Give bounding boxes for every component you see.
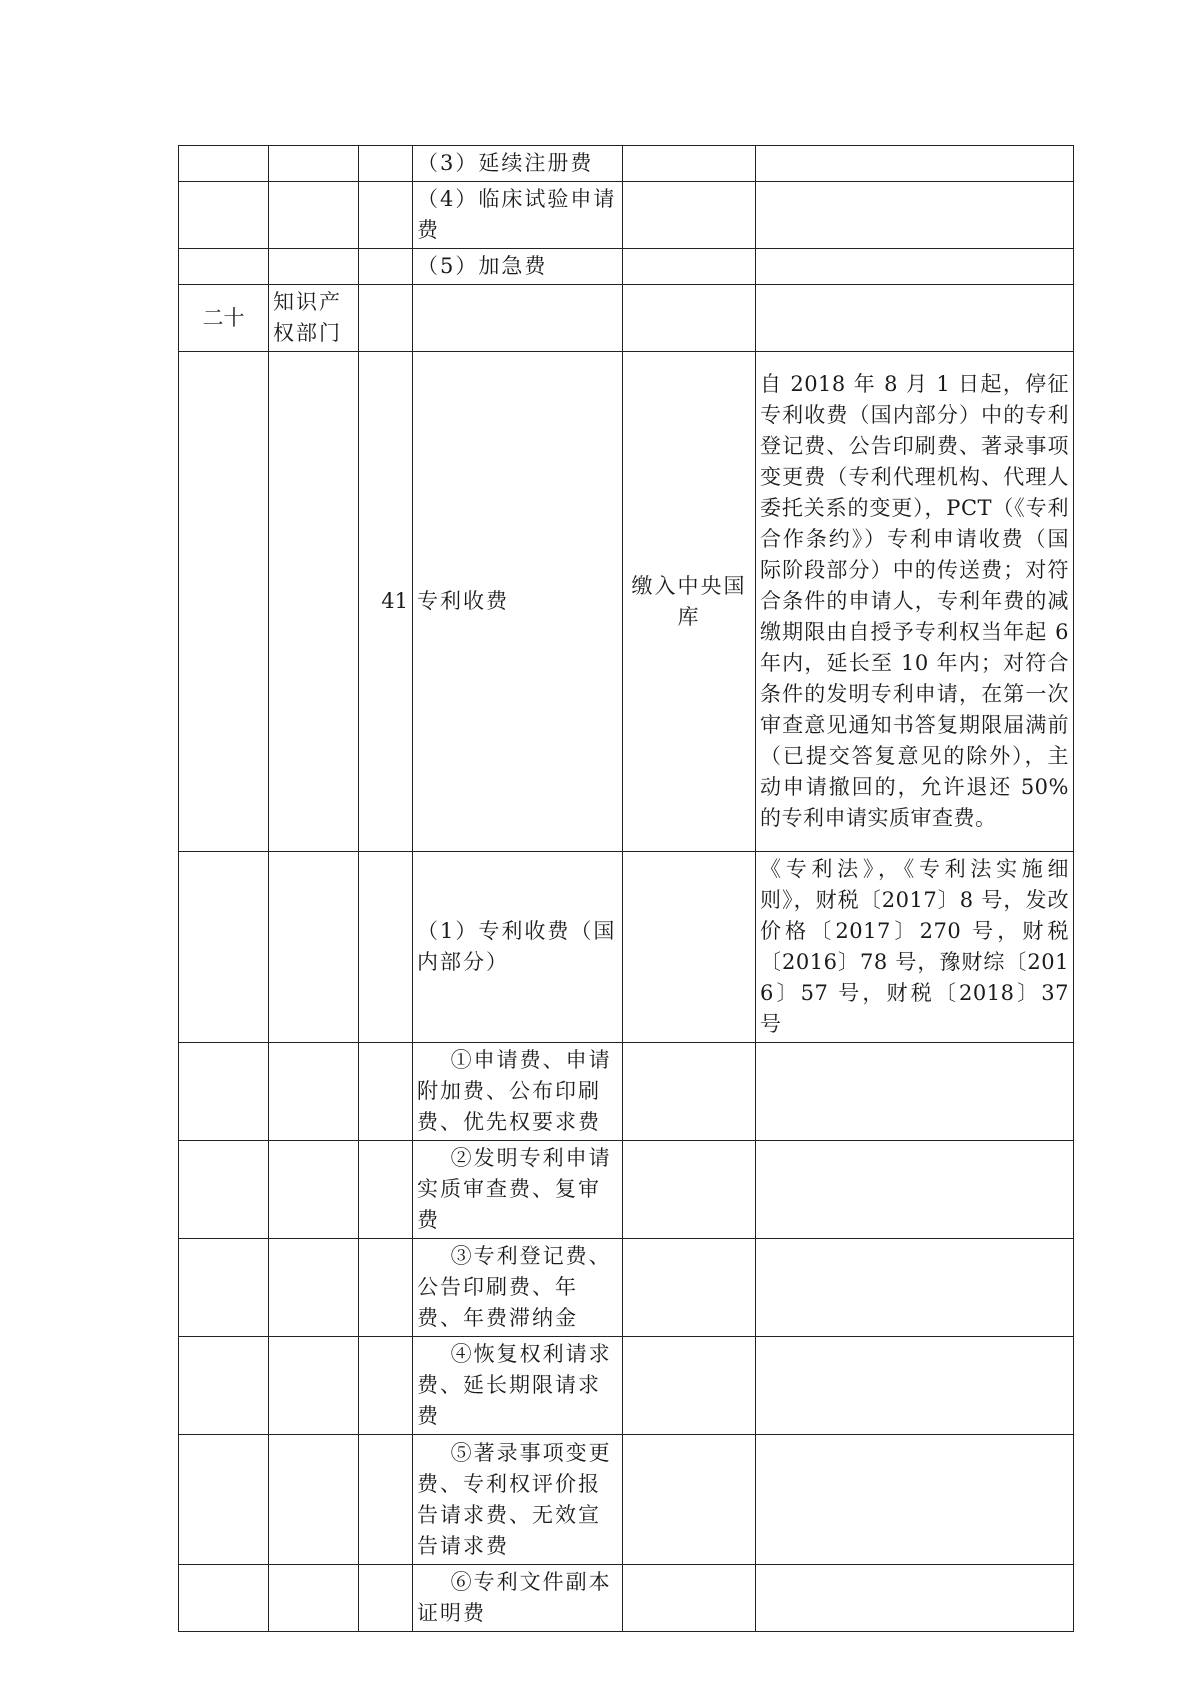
item-number-cell [359, 1337, 413, 1435]
index-cell [179, 1141, 269, 1239]
index-cell [179, 1043, 269, 1141]
fee-name-cell: （5）加急费 [413, 249, 623, 285]
item-number-cell [359, 1141, 413, 1239]
note-cell: 自 2018 年 8 月 1 日起，停征专利收费（国内部分）中的专利登记费、公告印刷费、著录事项变更费（专利代理机构、代理人委托关系的变更），PCT（《专利合作条约》）专利申请收费（国际阶段部分）中的传送费；对符合条件的申请人，专利年费的减缴期限由自授予专利权当年起 6 年内，延长至 10 年内；对符合条件的发明专利申请，在第一次审查意见通知书答复期限届满前（已提交答复意见的除外），主动申请撤回的，允许退还 50%的专利申请实质审查费。 [756, 352, 1074, 852]
destination-cell [623, 1565, 756, 1632]
fee-name-cell: ④恢复权利请求费、延长期限请求费 [413, 1337, 623, 1435]
destination-cell: 缴入中央国库 [623, 352, 756, 852]
department-cell [269, 182, 359, 249]
destination-cell [623, 1239, 756, 1337]
department-cell [269, 1565, 359, 1632]
item-number-cell [359, 1435, 413, 1565]
item-number-cell [359, 182, 413, 249]
department-cell [269, 249, 359, 285]
index-cell: 二十 [179, 285, 269, 352]
table-row [179, 1043, 1074, 1141]
fee-table [178, 145, 1074, 1632]
index-cell [179, 146, 269, 182]
item-number-cell [359, 146, 413, 182]
index-cell [179, 1239, 269, 1337]
note-cell [756, 1239, 1074, 1337]
fee-name-cell [413, 285, 623, 352]
index-cell [179, 182, 269, 249]
department-cell: 知识产权部门 [269, 285, 359, 352]
destination-cell [623, 285, 756, 352]
table-row [179, 146, 1074, 182]
destination-cell [623, 182, 756, 249]
note-cell [756, 182, 1074, 249]
item-number-cell [359, 852, 413, 1043]
note-cell [756, 1337, 1074, 1435]
department-cell [269, 852, 359, 1043]
department-cell [269, 352, 359, 852]
index-cell [179, 852, 269, 1043]
table-row [179, 1239, 1074, 1337]
note-cell [756, 1435, 1074, 1565]
table-row [179, 1565, 1074, 1632]
department-cell [269, 146, 359, 182]
index-cell [179, 249, 269, 285]
item-number-cell: 41 [359, 352, 413, 852]
department-cell [269, 1141, 359, 1239]
table-row [179, 1337, 1074, 1435]
table-row [179, 285, 1074, 352]
note-cell [756, 249, 1074, 285]
fee-name-cell: （1）专利收费（国内部分） [413, 852, 623, 1043]
destination-cell [623, 1337, 756, 1435]
destination-cell [623, 1043, 756, 1141]
department-cell [269, 1043, 359, 1141]
fee-name-cell: （4）临床试验申请费 [413, 182, 623, 249]
table-row [179, 1435, 1074, 1565]
table-row [179, 852, 1074, 1043]
table-row [179, 352, 1074, 852]
item-number-cell [359, 1043, 413, 1141]
fee-name-cell: ②发明专利申请实质审查费、复审费 [413, 1141, 623, 1239]
item-number-cell [359, 1239, 413, 1337]
destination-cell [623, 1141, 756, 1239]
table-row [179, 182, 1074, 249]
destination-cell [623, 146, 756, 182]
note-cell [756, 146, 1074, 182]
department-cell [269, 1435, 359, 1565]
destination-cell [623, 852, 756, 1043]
note-cell [756, 285, 1074, 352]
item-number-cell [359, 285, 413, 352]
index-cell [179, 1337, 269, 1435]
index-cell [179, 1435, 269, 1565]
destination-cell [623, 249, 756, 285]
table-row [179, 1141, 1074, 1239]
fee-name-cell: ①申请费、申请附加费、公布印刷费、优先权要求费 [413, 1043, 623, 1141]
note-cell [756, 1043, 1074, 1141]
note-cell [756, 1565, 1074, 1632]
fee-name-cell: 专利收费 [413, 352, 623, 852]
department-cell [269, 1337, 359, 1435]
index-cell [179, 1565, 269, 1632]
table-row [179, 249, 1074, 285]
fee-name-cell: ⑤著录事项变更费、专利权评价报告请求费、无效宣告请求费 [413, 1435, 623, 1565]
item-number-cell [359, 1565, 413, 1632]
index-cell [179, 352, 269, 852]
note-cell: 《专利法》，《专利法实施细则》，财税〔2017〕8 号，发改价格〔2017〕270 号，财税〔2016〕78 号，豫财综〔2016〕57 号，财税〔2018〕37 号 [756, 852, 1074, 1043]
fee-name-cell: （3）延续注册费 [413, 146, 623, 182]
fee-name-cell: ⑥专利文件副本证明费 [413, 1565, 623, 1632]
fee-name-cell: ③专利登记费、公告印刷费、年费、年费滞纳金 [413, 1239, 623, 1337]
item-number-cell [359, 249, 413, 285]
note-cell [756, 1141, 1074, 1239]
department-cell [269, 1239, 359, 1337]
destination-cell [623, 1435, 756, 1565]
